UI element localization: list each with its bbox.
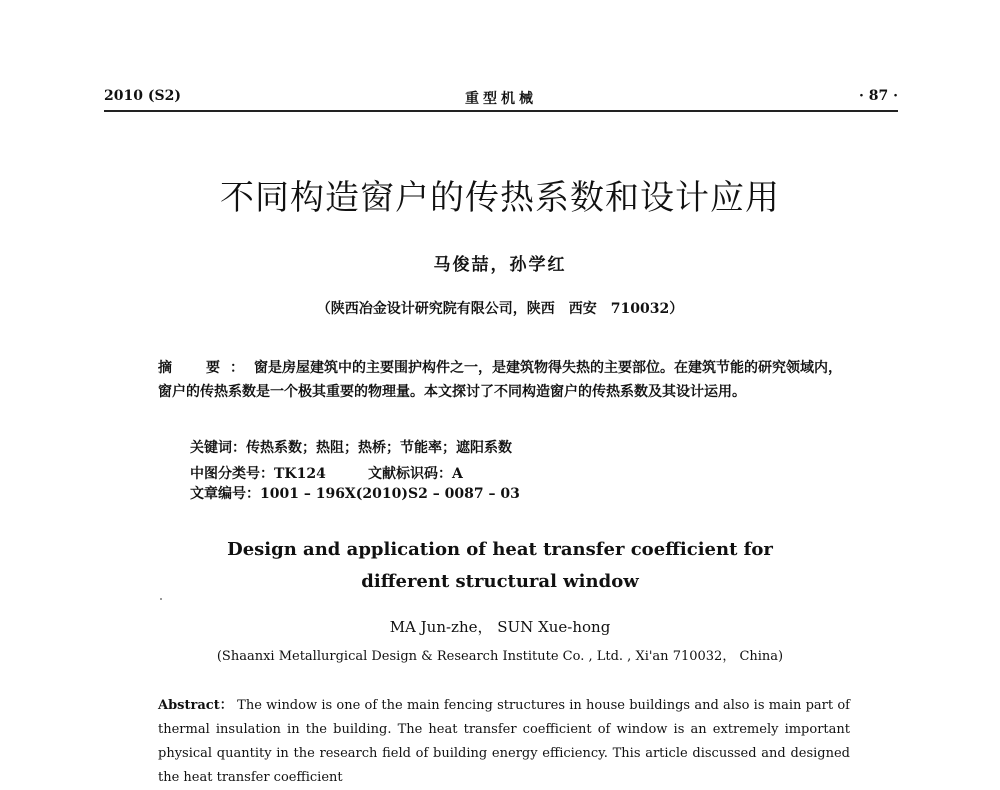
- abstract-en: [158, 694, 850, 790]
- keywords-cn: [190, 437, 512, 457]
- abstract-cn: [158, 356, 850, 404]
- clc-value: TK124: [274, 466, 326, 482]
- keywords-text: 传热系数；热阻；热桥；节能率；遮阳系数: [246, 440, 512, 456]
- page-number: · 87 ·: [859, 88, 898, 104]
- authors-en: MA Jun-zhe， SUN Xue-hong: [389, 618, 611, 636]
- abstract-en-text: The window is one of the main fencing structures in house buildings and also is main part of thermal insulation in the building. The heat transfer coefficient of window is an extremely important physical quantity in the research field of building energy efficiency. This article discussed and designed the heat transfer coefficient: [158, 698, 850, 785]
- paper-title-en: [0, 534, 1000, 598]
- article-label: 文章编号：: [190, 486, 260, 502]
- doc-label: 文献标识码：: [368, 466, 452, 482]
- paper-title-en-line1: Design and application of heat transfer coefficient for: [227, 539, 773, 560]
- classification-line: [190, 463, 830, 503]
- article-number: [190, 483, 520, 503]
- paper-title-cn: 不同构造窗户的传热系数和设计应用: [220, 178, 780, 218]
- running-header: [104, 84, 898, 112]
- keywords-label: 关键词：: [190, 440, 246, 456]
- abstract-cn-text: 窗是房屋建筑中的主要围护构件之一，是建筑物得失热的主要部位。在建筑节能的研究领域内，窗户的传热系数是一个极其重要的物理量。本文探讨了不同构造窗户的传热系数及其设计运用。: [158, 360, 842, 400]
- document-code: [368, 463, 518, 483]
- abstract-cn-label: 摘 要：: [158, 360, 254, 376]
- affiliation-cn: （陕西冶金设计研究院有限公司，陕西 西安 710032）: [316, 301, 684, 317]
- stray-mark: [160, 598, 162, 600]
- journal-name: 重型机械: [465, 91, 537, 107]
- issue-label: 2010 (S2): [104, 88, 181, 104]
- doc-value: A: [452, 466, 463, 482]
- clc-label: 中图分类号：: [190, 466, 274, 482]
- affiliation-en: (Shaanxi Metallurgical Design & Research Institute Co. , Ltd. , Xi'an 710032， China): [216, 649, 784, 664]
- abstract-en-label: Abstract：: [158, 698, 233, 713]
- clc-number: [190, 463, 368, 483]
- article-value: 1001 – 196X(2010)S2 – 0087 – 03: [260, 486, 520, 502]
- authors-cn: 马俊喆，孙学红: [433, 255, 567, 275]
- paper-title-en-line2: different structural window: [361, 571, 639, 592]
